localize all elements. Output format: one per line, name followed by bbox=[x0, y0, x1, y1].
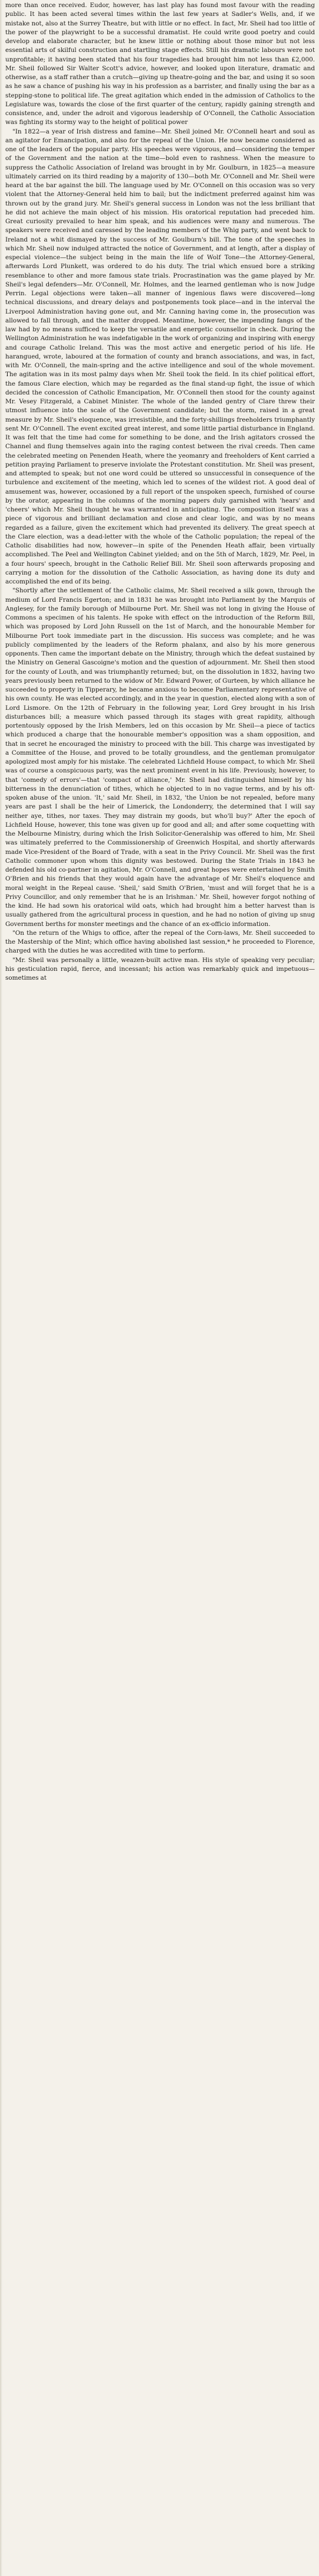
article-paragraph-3: "Shortly after the settlement of the Catholic claims, Mr. Sheil received a silk gown, through the medium of Lord Francis Egerton; and in 1831 he was brought into Parliament by the Marquis of Anglesey, for the family borough of Milbourne Port. Mr. Sheil was not long in giving the House of Commons a specimen of his talents. He spoke with effect on the introduction of the Reform Bill, which was proposed by Lord John Russell on the 1st of March, and the honourable Member for Milbourne Port took immediate part in the discussion. His success was complete; and he was publicly complimented by the leaders of the Reform phalanx, and also by his more generous opponents. Then came the important debate on the Ministry, through which the defeat sustained by the Ministry on General Gascoigne's motion and the question of adjournment. Mr. Sheil then stood for the county of Louth, and was triumphantly returned; but, on the dissolution in 1832, having two years previously been returned to the widow of Mr. Edward Power, of Gurteen, by which alliance he succeeded to property in Tipperary, he became anxious to become Parliamentary representative of his own county. He was elected accordingly, and in the year in question, elected along with a son of Lord Lismore. On the 12th of February in the following year, Lord Grey brought in his Irish disturbances bill; a measure which passed through its stages with great rapidity, although portentously opposed by the Irish Members, led on this occasion by Mr. Sheil—a piece of tactics which produced a charge that the honourable member's opposition was a sham opposition, and that in secret he encouraged the ministry to proceed with the bill. This charge was investigated by a Committee of the House, and proved to be totally groundless, and the gentleman promulgator apologized most amply for his mistake. The celebrated Lichfield House compact, to which Mr. Sheil was of course a conspicuous party, was the next prominent event in his life. Previously, however, to that 'comedy of errors'—that 'compact of alliance,' Mr. Sheil had distinguished himself by his bitterness in the denunciation of tithes, which he objected to in no vague terms, and by his oft-spoken abuse of the union. 'It,' said Mr. Sheil, in 1832, 'the Union be not repealed, before many years are past I shall be the heir of Limerick, the Londonderry, the determined that I will say neither aye, tithes, nor taxes. They may distrain my goods, but who'll buy?' After the epoch of Lichfield House, however, this tone was given up for good and all; and after some coquetting with the Melbourne Ministry, during which the Irish Solicitor-Generalship was offered to him, Mr. Sheil was ultimately preferred to the Commissionership of Greenwich Hospital, and shortly afterwards made Vice-President of the Board of Trade, with a seat in the Privy Council. Mr. Sheil was the first Catholic commoner upon whom this dignity was bestowed. During the State Trials in 1843 he defended his old co-partner in agitation, Mr. O'Connell, and great hopes were entertained by Smith O'Brien and his friends that they would again have the advantage of Mr. Sheil's eloquence and moral weight in the Repeal cause. 'Sheil,' said Smith O'Brien, 'must and will forget that he is a Privy Councillor, and only remember that he is an Irishman.' Mr. Sheil, however forgot nothing of the kind. He had sown his oratorical wild oats, which had brought him a better harvest than is usually gathered from the agricultural process in question, and he had no notion of giving up snug Government berths for monster meetings and the chance of an ex-officio information. bbox=[5, 587, 315, 928]
article-column bbox=[5, 1, 315, 983]
article-paragraph-5: "Mr. Sheil was personally a little, weazen-built active man. His style of speaking very peculiar; his gesticulation rapid, fierce, and incessant; his action was remarkably quick and impetuous—sometimes at bbox=[5, 956, 315, 982]
page-edge-shadow bbox=[0, 0, 2, 2576]
article-paragraph-4: "On the return of the Whigs to office, after the repeal of the Corn-laws, Mr. Sheil succeeded to the Mastership of the Mint; which office having abolished last session,* he proceeded to Florence, charged with the duties he was accredited with time to perform. bbox=[5, 929, 315, 955]
article-paragraph-2: "In 1822—a year of Irish distress and famine—Mr. Sheil joined Mr. O'Connell heart and soul as an agitator for Emancipation, and also for the repeal of the Union. He now became considered as one of the leaders of the popular party. His speeches were vigorous, and—considering the temper of the Government and the nation at the time—bold even to rashness. When the measure to suppress the Catholic Association of Ireland was brought in by Mr. Goulburn, in 1825—a measure ultimately carried on its third reading by a majority of 130—both Mr. O'Connell and Mr. Sheil were heard at the bar against the bill. The language used by Mr. O'Connell on this occasion was so very violent that the Attorney-General held him to bail; but the indictment preferred against him was thrown out by the grand jury. Mr. Sheil's general success in London was not the less brilliant that he did not achieve the main object of his mission. His oratorical reputation had preceded him. Great curiosity prevailed to hear him speak, and his audiences were many and numerous. The speakers were received and caressed by the leading members of the Whig party, and went back to Ireland not a whit dismayed by the success of Mr. Goulburn's bill. The tone of the speeches in which Mr. Sheil now indulged attracted the notice of Government, and at length, after a display of especial violence—the subject being in the main the life of Wolf Tone—the Attorney-General, afterwards Lord Plunkett, was ordered to do his duty. The trial which ensued bore a striking resemblance to other and more famous state trials. Procrastination was the game played by Mr. Sheil's legal defenders—Mr. O'Connell, Mr. Holmes, and the learned gentleman who is now Judge Perrin. Legal objections were taken—all manner of ingenious flaws were discovered—long technical discussions, and dreary delays and postponements took place—and in the interval the Liverpool Administration having gone out, and Mr. Canning having come in, the prosecution was allowed to fall through, and the matter dropped. Meantime, however, the impending fangs of the law had by no means sufficed to keep the versatile and energetic counsellor in check. During the Wellington Administration he was indefatigable in the work of organizing and inspiring with energy and courage Catholic Ireland. This was the most active and energetic period of his life. He harangued, wrote, laboured at the formation of county and branch associations, and was, in fact, with Mr. O'Connell, the main-spring and the active intelligence and soul of the whole movement. The agitation was in its most palmy days when Mr. Sheil took the field. In its chief political effort, the famous Clare election, which may be regarded as the final stand-up fight, the issue of which decided the concession of Catholic Emancipation, Mr. O'Connell then stood for the county against Mr. Vesey Fitzgerald, a Cabinet Minister. The whole of the landed gentry of Clare threw their utmost influence into the scale of the Government candidate; but the storm, raised in a great measure by Mr. Sheil's eloquence, was irresistible, and the forty-shillings freeholders triumphantly sent Mr. O'Connell. The event excited great interest, and some little partial disturbance in England. It was felt that the time had come for something to be done, and the Irish agitators crossed the Channel and flung themselves again into the raging contest between the rival creeds. Then came the celebrated meeting on Penenden Heath, where the yeomanry and freeholders of Kent carried a petition praying Parliament to preserve inviolate the Protestant constitution. Mr. Sheil was present, and attempted to speak; but not one word could be uttered so unsuccessful in consequence of the turbulence and excitement of the meeting, which led to scenes of the wildest riot. A good deal of amusement was, however, occasioned by a full report of the unspoken speech, furnished of course by the orator, appearing in the columns of the morning papers duly garnished with 'hears' and 'cheers' which Mr. Sheil thought he was warranted in anticipating. The composition itself was a piece of vigorous and brilliant declamation and close and clear logic, and was by no means regarded as a failure, given the excitement which had prevented its delivery. The great speech at the Clare election, was a dead-letter with the whole of the Catholic population; the repeal of the Catholic disabilities had now, however—in spite of the Penenden Heath affair, been virtually accomplished. The Peel and Wellington Cabinet yielded; and on the 5th of March, 1829, Mr. Peel, in a four hours' speech, brought in the Catholic Relief Bill. Mr. Sheil soon afterwards proposing and carrying a motion for the dissolution of the Catholic Association, as having done its duty and accomplished the end of its being. bbox=[5, 128, 315, 585]
article-paragraph-1: more than once received. Eudor, however, has last play has found most favour with the reading public. It has been acted several times within the last few years at Sadler's Wells, and, if we mistake not, also at the Surrey Theatre, but with little or no effect. In fact, Mr. Sheil had too little of the power of the playwright to be a successful dramatist. He could write good poetry and could develop and elaborate character, but he knew little or nothing about those minor but not less essential arts of skilful construction and startling stage effects. Still his dramatic labours were not unprofitable; it having been stated that his four tragedies had brought him not less than £2,000. Mr. Sheil followed Sir Walter Scott's advice, however, and looked upon literature, dramatic and otherwise, as a staff rather than a crutch—giving up theatre-going and the bar, and using it so soon as he saw a chance of pushing his way in his profession as a barrister, and finally using the bar as a stepping-stone to political life. The great agitation which ended in the admission of Catholics to the Legislature was, towards the close of the first quarter of the century, rapidly gaining strength and consistence, and, under the adroit and vigorous leadership of O'Connell, the Catholic Association was fighting its stormy way to the height of political power bbox=[5, 2, 315, 126]
